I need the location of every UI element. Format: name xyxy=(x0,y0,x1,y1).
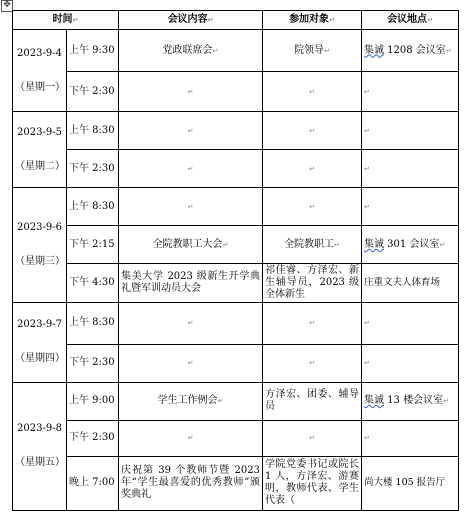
time-cell: 上午 9:30 xyxy=(67,30,119,72)
time-cell: 下午 2:30 xyxy=(67,420,119,456)
content-cell: 学生工作例会↵ xyxy=(119,382,263,420)
attendees-cell: ↵ xyxy=(263,420,362,456)
content-cell: 集美大学 2023 级新生开学典礼暨军训动员大会 xyxy=(119,264,263,302)
attendees-cell: 院领导↵ xyxy=(263,30,362,72)
table-row xyxy=(13,30,459,72)
date-cell: 2023-9-8 （星期五） xyxy=(13,382,67,510)
attendees-cell: 全院教职工↵ xyxy=(263,226,362,264)
date-cell: 2023-9-5 （星期二） xyxy=(13,112,67,188)
date-cell: 2023-9-7 （星期四） xyxy=(13,302,67,382)
attendees-cell: ↵ xyxy=(263,188,362,226)
meeting-schedule-table xyxy=(12,10,459,511)
attendees-cell: 方泽宏、团委、辅导员 xyxy=(263,382,362,420)
date-cell: 2023-9-6 （星期三） xyxy=(13,188,67,302)
location-cell: 集诚 301 会议室↵ xyxy=(362,226,459,264)
time-cell: 上午 8:30 xyxy=(67,188,119,226)
location-cell: ↵ xyxy=(362,72,459,112)
time-cell: 上午 8:30 xyxy=(67,302,119,344)
header-location: 会议地点↵ xyxy=(362,11,459,30)
table-row xyxy=(13,344,459,382)
content-cell: ↵ xyxy=(119,344,263,382)
content-cell: ↵ xyxy=(119,302,263,344)
time-cell: 晚上 7:00 xyxy=(67,456,119,510)
attendees-cell: ↵ xyxy=(263,150,362,188)
location-cell: ↵ xyxy=(362,344,459,382)
content-cell: ↵ xyxy=(119,112,263,150)
location-cell: 集诚 1208 会议室↵ xyxy=(362,30,459,72)
content-cell: ↵ xyxy=(119,420,263,456)
time-cell: 下午 2:30 xyxy=(67,344,119,382)
location-cell: ↵ xyxy=(362,150,459,188)
time-cell: 下午 2:30 xyxy=(67,72,119,112)
table-row xyxy=(13,188,459,226)
table-row xyxy=(13,112,459,150)
content-cell: 党政联席会↵ xyxy=(119,30,263,72)
header-content: 会议内容↵ xyxy=(119,11,263,30)
location-cell: 庄重文夫人体育场 xyxy=(362,264,459,302)
time-cell: 下午 2:30 xyxy=(67,150,119,188)
location-cell: 集诚 13 楼会议室↵ xyxy=(362,382,459,420)
content-cell: ↵ xyxy=(119,72,263,112)
attendees-cell: ↵ xyxy=(263,72,362,112)
time-cell: 下午 2:15 xyxy=(67,226,119,264)
table-row xyxy=(13,382,459,420)
attendees-cell: 学院党委书记或院长 1 人，方泽宏、游赛明，教师代表、学生代表（ xyxy=(263,456,362,510)
header-time: 时间↵ xyxy=(13,11,119,30)
table-row xyxy=(13,150,459,188)
table-move-handle-icon[interactable]: ✥ xyxy=(1,0,13,12)
time-cell: 上午 9:00 xyxy=(67,382,119,420)
content-cell: ↵ xyxy=(119,188,263,226)
date-cell: 2023-9-4 （星期一） xyxy=(13,30,67,112)
content-cell: 庆祝第 39 个教师节暨 2023 年“学生最喜爱的优秀教师”颁奖典礼 xyxy=(119,456,263,510)
location-cell: ↵ xyxy=(362,188,459,226)
table-row xyxy=(13,226,459,264)
location-cell: ↵ xyxy=(362,420,459,456)
table-row xyxy=(13,420,459,456)
content-cell: ↵ xyxy=(119,150,263,188)
table-row xyxy=(13,72,459,112)
location-cell: ↵ xyxy=(362,302,459,344)
table-row xyxy=(13,302,459,344)
attendees-cell: ↵ xyxy=(263,112,362,150)
table-row xyxy=(13,456,459,510)
attendees-cell: ↵ xyxy=(263,302,362,344)
table-row xyxy=(13,264,459,302)
attendees-cell: 祁佳睿、方泽宏、新生辅导员，2023 级全体新生 xyxy=(263,264,362,302)
table-header-row xyxy=(13,11,459,30)
time-cell: 上午 8:30 xyxy=(67,112,119,150)
location-cell: ↵ xyxy=(362,112,459,150)
location-cell: 尚大楼 105 报告厅 xyxy=(362,456,459,510)
content-cell: 全院教职工大会↵ xyxy=(119,226,263,264)
attendees-cell: ↵ xyxy=(263,344,362,382)
time-cell: 下午 4:30 xyxy=(67,264,119,302)
header-attendees: 参加对象↵ xyxy=(263,11,362,30)
